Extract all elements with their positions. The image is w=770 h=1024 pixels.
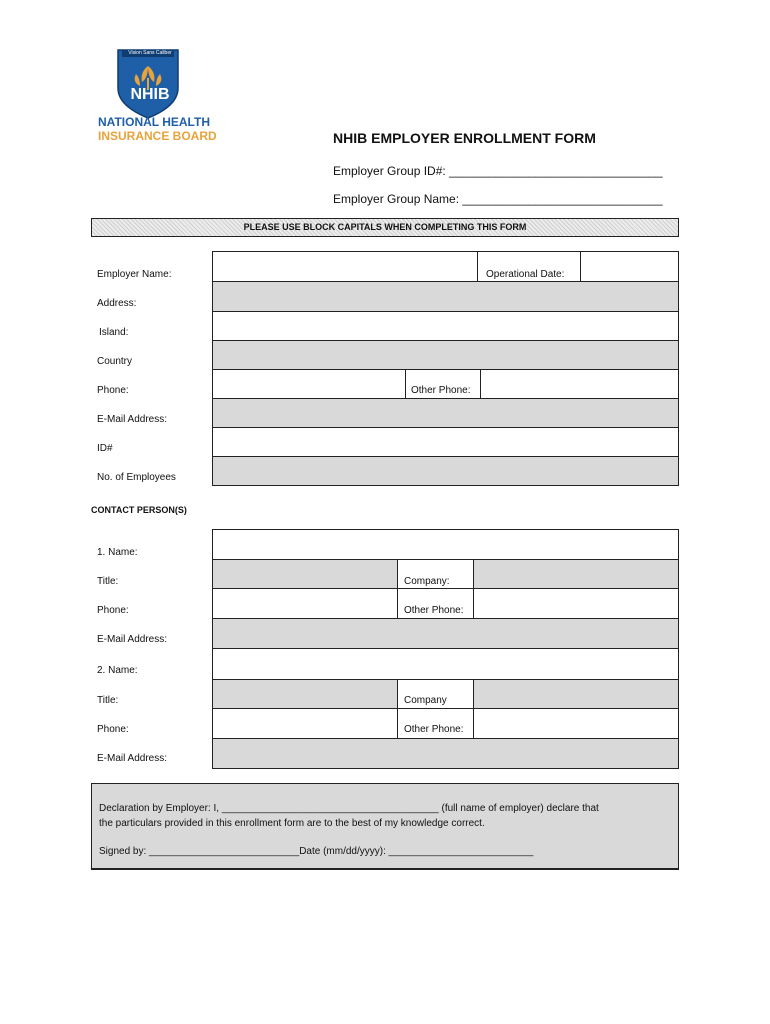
contact-2-other-phone-input[interactable] — [474, 709, 678, 738]
operational-date-input[interactable] — [581, 252, 678, 281]
country-label: Country — [97, 356, 133, 367]
email-input[interactable] — [213, 399, 678, 427]
contact-1-phone-input[interactable] — [213, 589, 397, 618]
contact-1-name-label: 1. Name: — [97, 547, 138, 558]
employer-name-input[interactable] — [213, 252, 477, 281]
contact-persons-heading: CONTACT PERSON(S) — [91, 505, 187, 515]
logo-motto: Vision Sans Caliber — [128, 50, 172, 56]
employer-group-id-field[interactable]: Employer Group ID#: ________________________________ — [333, 164, 663, 178]
contact-2-company-input[interactable] — [474, 680, 678, 708]
country-input[interactable] — [213, 341, 678, 369]
contact-2-phone-input[interactable] — [213, 709, 397, 738]
email-label: E-Mail Address: — [97, 414, 168, 425]
employees-input[interactable] — [213, 457, 678, 485]
contact-1-email-label: E-Mail Address: — [97, 634, 168, 645]
contact-1-company-input[interactable] — [474, 560, 678, 588]
contact-1-company-label: Company: — [404, 576, 450, 587]
id-input[interactable] — [213, 428, 678, 456]
declaration-line-2: the particulars provided in this enrollment form are to the best of my knowledge correct. — [99, 818, 485, 829]
id-label: ID# — [97, 443, 113, 454]
other-phone-label: Other Phone: — [411, 385, 471, 396]
declaration-line-1[interactable]: Declaration by Employer: I, _______________________________________ (full name of employer) declare that — [99, 803, 599, 814]
island-input[interactable] — [213, 312, 678, 340]
block-capitals-text: PLEASE USE BLOCK CAPITALS WHEN COMPLETING THIS FORM — [243, 222, 527, 232]
logo-line-1: NATIONAL HEALTH — [98, 115, 210, 129]
logo-letters: NHIB — [130, 86, 170, 103]
contact-1-phone-label: Phone: — [97, 605, 129, 616]
contact-2-phone-label: Phone: — [97, 724, 129, 735]
contact-2-name-input[interactable] — [213, 649, 678, 679]
contact-1-email-input[interactable] — [213, 619, 678, 648]
employer-group-name-field[interactable]: Employer Group Name: ______________________________ — [333, 192, 663, 206]
contact-2-email-label: E-Mail Address: — [97, 753, 168, 764]
contact-2-title-label: Title: — [97, 695, 119, 706]
logo-line-2: INSURANCE BOARD — [98, 129, 217, 143]
contact-1-other-phone-input[interactable] — [474, 589, 678, 618]
contact-1-title-label: Title: — [97, 576, 119, 587]
form-title: NHIB EMPLOYER ENROLLMENT FORM — [333, 130, 596, 146]
contact-2-email-input[interactable] — [213, 739, 678, 768]
contact-1-name-input[interactable] — [213, 530, 678, 559]
employer-name-label: Employer Name: — [97, 269, 172, 280]
contact-2-title-input[interactable] — [213, 680, 397, 708]
address-input[interactable] — [213, 282, 678, 311]
contact-1-title-input[interactable] — [213, 560, 397, 588]
operational-date-label: Operational Date: — [486, 269, 565, 280]
contact-2-name-label: 2. Name: — [97, 665, 138, 676]
island-label: Island: — [99, 327, 129, 338]
contact-2-other-phone-label: Other Phone: — [404, 724, 464, 735]
signature-date-line[interactable]: Signed by: ___________________________Date (mm/dd/yyyy): __________________________ — [99, 846, 534, 857]
contact-2-company-label: Company — [404, 695, 447, 706]
contact-1-other-phone-label: Other Phone: — [404, 605, 464, 616]
phone-input[interactable] — [213, 370, 405, 398]
employees-label: No. of Employees — [97, 472, 176, 483]
address-label: Address: — [97, 298, 137, 309]
phone-label: Phone: — [97, 385, 129, 396]
other-phone-input[interactable] — [481, 370, 678, 398]
